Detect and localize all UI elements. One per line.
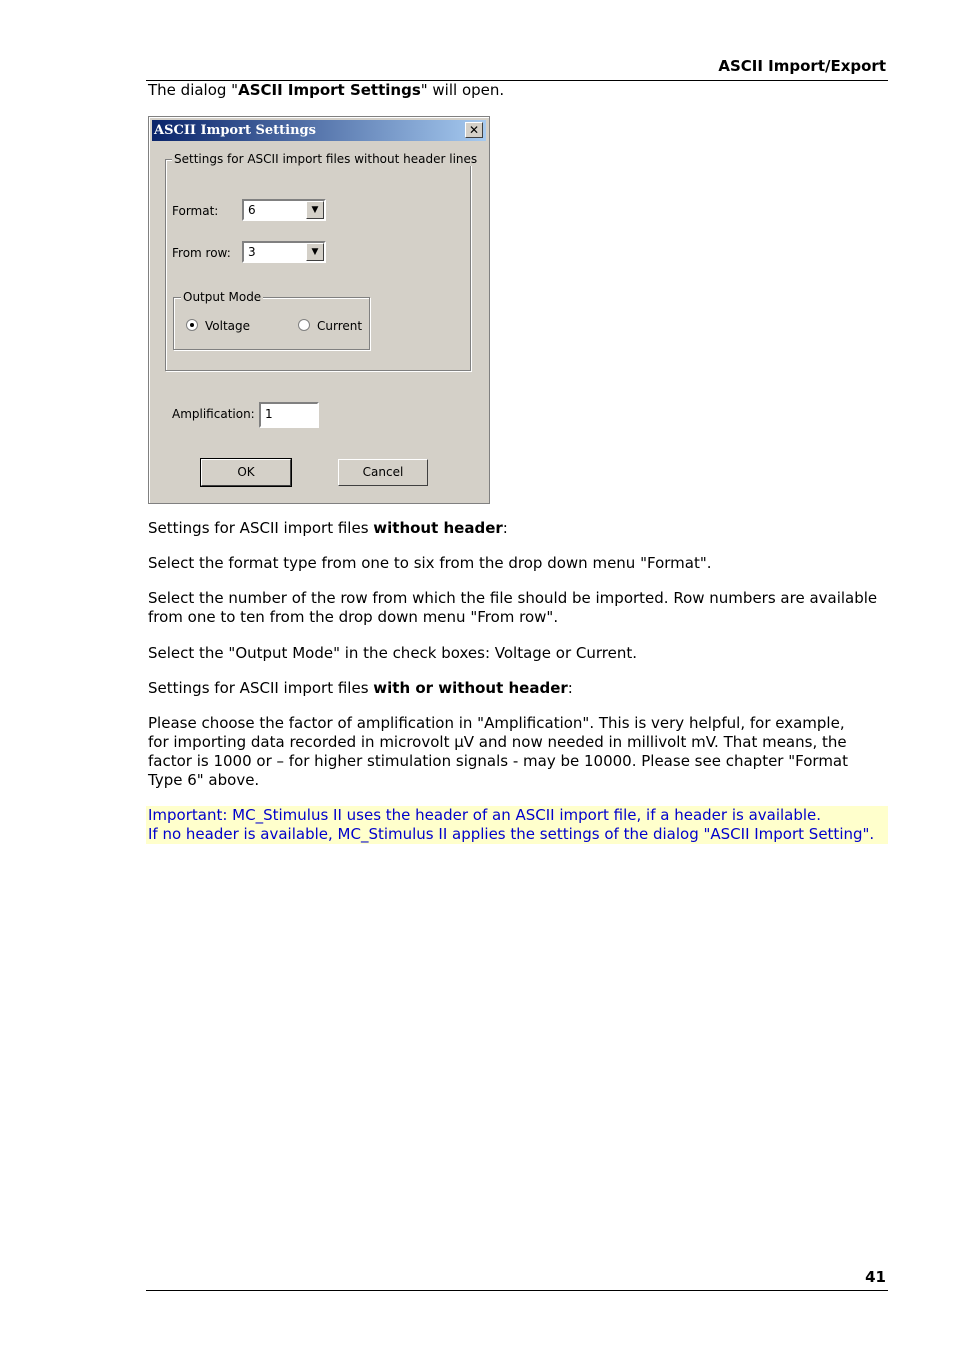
p5-text: Settings for ASCII import files xyxy=(148,679,374,697)
dialog-titlebar xyxy=(152,120,486,141)
running-header: ASCII Import/Export xyxy=(718,57,886,75)
p5-bold: with or without header xyxy=(373,679,568,697)
format-value: 6 xyxy=(248,203,256,217)
p1-text: Settings for ASCII import files xyxy=(148,519,374,537)
intro-text-start: The dialog " xyxy=(148,81,239,99)
intro-text-end: " will open. xyxy=(420,81,505,99)
note-line-2: If no header is available, MC_Stimulus II applies the settings of the dialog "ASCII Import Setting". xyxy=(148,825,875,843)
voltage-label[interactable]: Voltage xyxy=(205,319,251,333)
ok-button[interactable]: OK xyxy=(201,459,291,486)
paragraph-from-row: Select the number of the row from which the file should be imported. Row numbers are available from one to ten from the drop down menu "From row". xyxy=(148,589,878,626)
amplification-input[interactable] xyxy=(259,402,319,428)
from-row-dropdown[interactable] xyxy=(242,241,326,263)
important-note xyxy=(146,806,888,844)
paragraph-output-mode: Select the "Output Mode" in the check boxes: Voltage or Current. xyxy=(148,644,638,662)
chevron-down-icon[interactable]: ▼ xyxy=(306,243,324,261)
p1-end: : xyxy=(502,519,508,537)
format-label: Format: xyxy=(172,204,219,218)
p1-bold: without header xyxy=(373,519,503,537)
page-number: 41 xyxy=(865,1268,886,1286)
amplification-label: Amplification: xyxy=(172,407,255,421)
intro-text xyxy=(148,81,888,100)
p5-end: : xyxy=(567,679,573,697)
intro-dialog-name: ASCII Import Settings xyxy=(238,81,421,99)
paragraph-with-or-without-header xyxy=(148,679,888,698)
paragraph-format: Select the format type from one to six from the drop down menu "Format". xyxy=(148,554,712,572)
voltage-radio[interactable] xyxy=(186,319,198,331)
from-row-value: 3 xyxy=(248,245,256,259)
paragraph-amplification: Please choose the factor of amplification in "Amplification". This is very helpful, for example, for importing data recorded in microvolt µV and now needed in millivolt mV. That means, the factor is 1000 or – for higher stimulation signals - may be 10000. Please see chapter "Format Type 6" above. xyxy=(148,714,848,789)
amplification-value: 1 xyxy=(265,407,273,421)
chevron-down-icon[interactable]: ▼ xyxy=(306,201,324,219)
cancel-button[interactable]: Cancel xyxy=(338,459,428,486)
settings-group-title: Settings for ASCII import files without header lines xyxy=(174,152,478,166)
ascii-import-settings-dialog xyxy=(148,116,490,504)
dialog-title: ASCII Import Settings xyxy=(154,123,316,138)
note-line-1: Important: MC_Stimulus II uses the header of an ASCII import file, if a header is available. xyxy=(148,806,822,824)
paragraph-without-header xyxy=(148,519,888,538)
from-row-label: From row: xyxy=(172,246,231,260)
current-radio[interactable] xyxy=(298,319,310,331)
output-mode-title: Output Mode xyxy=(183,290,262,304)
current-label[interactable]: Current xyxy=(317,319,363,333)
format-dropdown[interactable] xyxy=(242,199,326,221)
close-icon[interactable]: ✕ xyxy=(465,122,483,138)
footer-rule xyxy=(146,1290,888,1291)
